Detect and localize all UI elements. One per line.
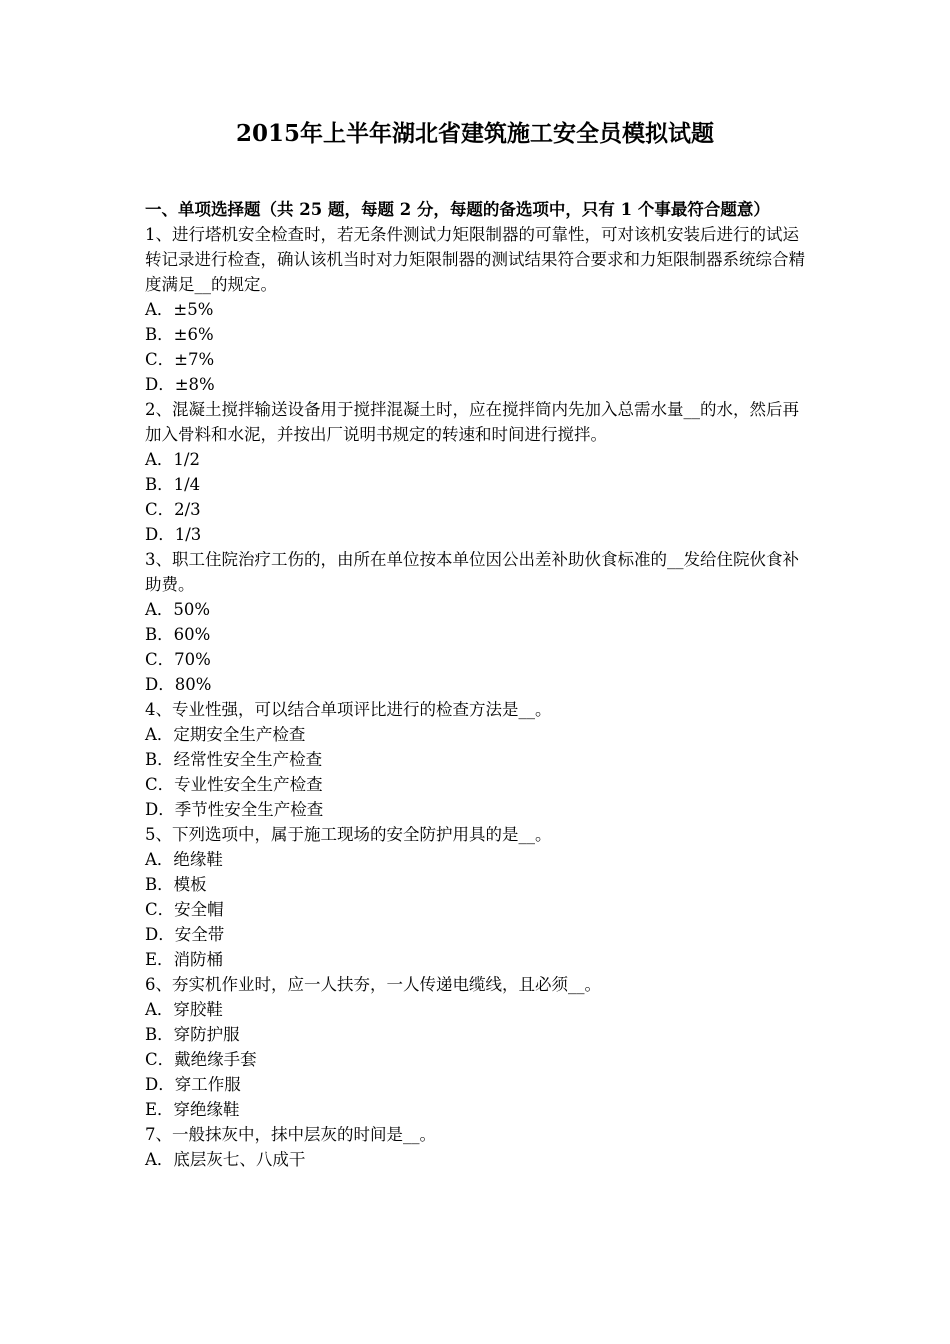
question-text: 7、一般抹灰中，抹中层灰的时间是__。	[145, 1125, 436, 1144]
option: A．1/2	[145, 450, 200, 469]
option: A．±5%	[145, 300, 214, 319]
option: A．底层灰七、八成干	[145, 1150, 306, 1169]
option: D．80%	[145, 675, 212, 694]
option: D．1/3	[145, 525, 202, 544]
question-4	[145, 697, 807, 822]
document-content	[145, 197, 807, 1172]
option: B．±6%	[145, 325, 214, 344]
question-text: 2、混凝土搅拌输送设备用于搅拌混凝土时，应在搅拌筒内先加入总需水量__的水，然后再加入骨料和水泥，并按出厂说明书规定的转速和时间进行搅拌。	[145, 400, 799, 444]
section-heading: 一、单项选择题（共 25 题，每题 2 分，每题的备选项中，只有 1 个事最符合题意）	[145, 200, 770, 219]
option: C．专业性安全生产检查	[145, 775, 323, 794]
option: A．穿胶鞋	[145, 1000, 223, 1019]
option: D．±8%	[145, 375, 215, 394]
option: B．60%	[145, 625, 211, 644]
option: B．模板	[145, 875, 207, 894]
question-text: 4、专业性强，可以结合单项评比进行的检查方法是__。	[145, 700, 552, 719]
question-text: 3、职工住院治疗工伤的，由所在单位按本单位因公出差补助伙食标准的__发给住院伙食补助费。	[145, 550, 799, 594]
option: A．定期安全生产检查	[145, 725, 306, 744]
question-3	[145, 547, 807, 697]
option: C．2/3	[145, 500, 201, 519]
question-5	[145, 822, 807, 972]
question-1	[145, 222, 807, 397]
option: C．±7%	[145, 350, 215, 369]
option: B．穿防护服	[145, 1025, 240, 1044]
option: A．50%	[145, 600, 211, 619]
option: E．消防桶	[145, 950, 224, 969]
question-text: 5、下列选项中，属于施工现场的安全防护用具的是__。	[145, 825, 552, 844]
option: C．安全帽	[145, 900, 224, 919]
option: D．穿工作服	[145, 1075, 241, 1094]
question-text: 1、进行塔机安全检查时，若无条件测试力矩限制器的可靠性，可对该机安装后进行的试运转记录进行检查，确认该机当时对力矩限制器的测试结果符合要求和力矩限制器系统综合精度满足__的规定。	[145, 225, 805, 294]
option: A．绝缘鞋	[145, 850, 223, 869]
option: D．季节性安全生产检查	[145, 800, 324, 819]
question-6	[145, 972, 807, 1122]
question-2	[145, 397, 807, 547]
option: B．1/4	[145, 475, 201, 494]
option: D．安全带	[145, 925, 225, 944]
document-title: 2015年上半年湖北省建筑施工安全员模拟试题	[235, 120, 714, 147]
option: C．70%	[145, 650, 211, 669]
question-7	[145, 1122, 807, 1172]
option: E．穿绝缘鞋	[145, 1100, 240, 1119]
option: B．经常性安全生产检查	[145, 750, 323, 769]
question-text: 6、夯实机作业时，应一人扶夯，一人传递电缆线，且必须__。	[145, 975, 601, 994]
option: C．戴绝缘手套	[145, 1050, 257, 1069]
